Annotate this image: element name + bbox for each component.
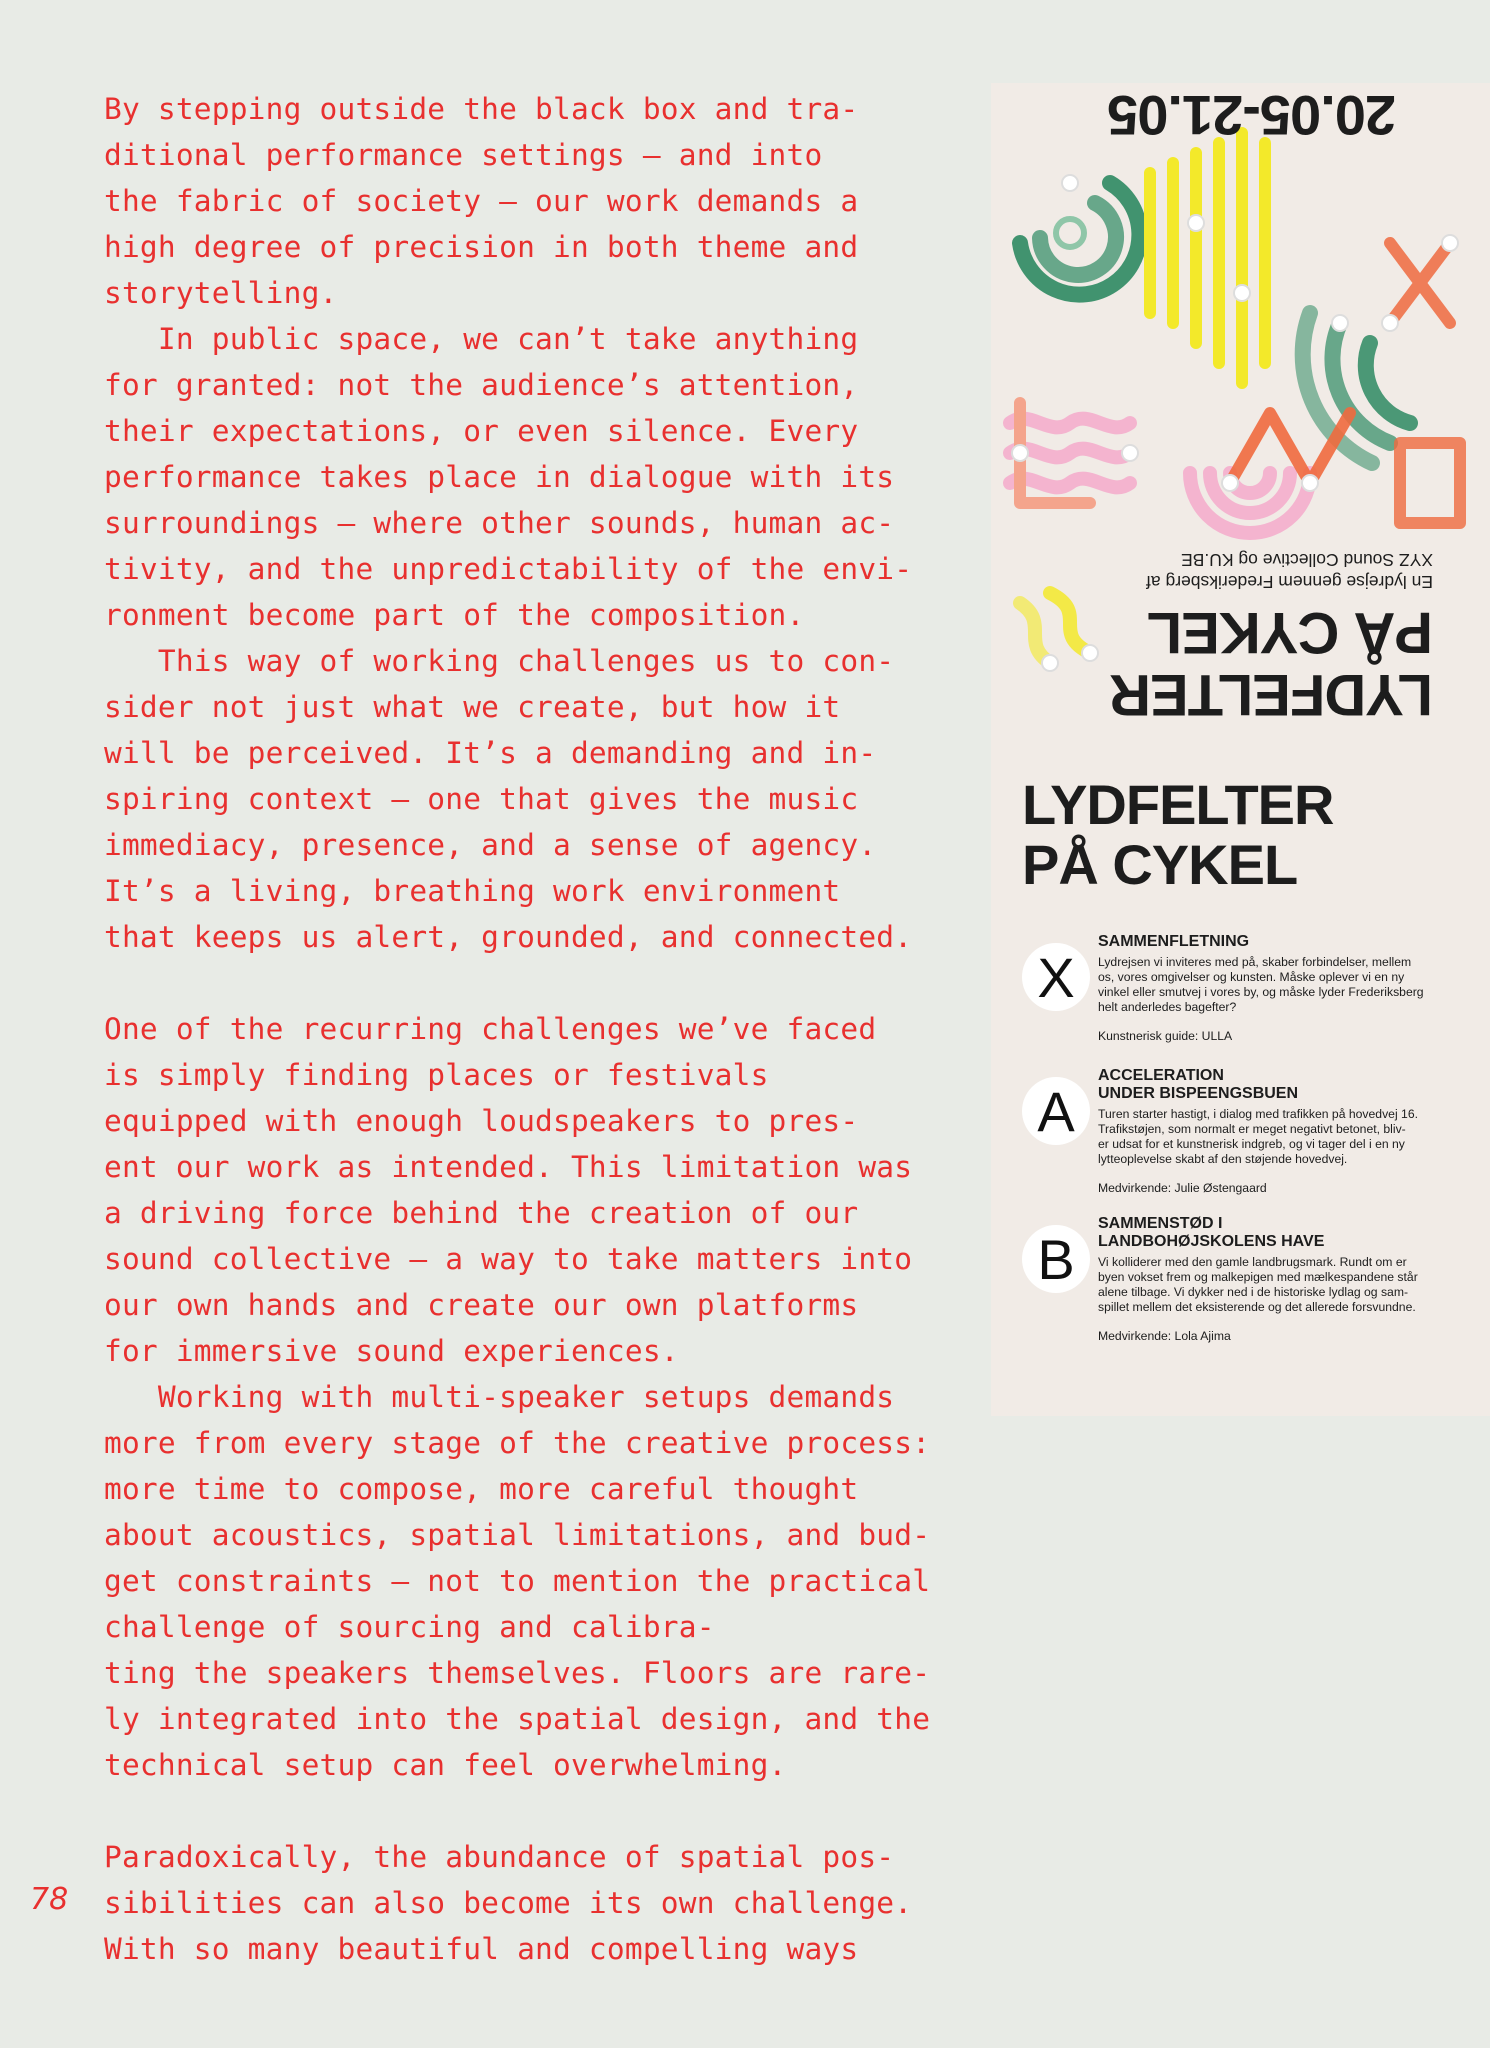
paragraph-line: their expectations, or even silence. Every <box>104 414 859 448</box>
paragraph-line: storytelling. <box>104 276 338 310</box>
entry-heading-line: ACCELERATION <box>1098 1067 1224 1084</box>
entry-credit: Medvirkende: Lola Ajima <box>1098 1329 1231 1343</box>
entry-text <box>1098 1107 1468 1167</box>
paragraph-line: sound collective – a way to take matters into <box>104 1242 913 1276</box>
paragraph-line: By stepping outside the black box and tra- <box>104 92 859 126</box>
paragraph-line: will be perceived. It’s a demanding and in- <box>104 736 877 770</box>
flyer-front-rotated <box>991 83 1490 743</box>
flyer-image <box>991 83 1490 1416</box>
flyer-front-subtitle <box>1146 549 1433 593</box>
flyer-front-title-line: LYDFELTER <box>1110 662 1433 727</box>
entry-heading-line: SAMMENSTØD I <box>1098 1215 1223 1232</box>
entry-text-line: er udsat for et kunstnerisk indgreb, og vi tager del i en ny <box>1098 1137 1405 1151</box>
paragraph-line: is simply finding places or festivals <box>104 1058 769 1092</box>
paragraph-line: more time to compose, more careful thought <box>104 1472 859 1506</box>
article-column <box>104 86 984 1972</box>
entry-text-line: Lydrejsen vi inviteres med på, skaber forbindelser, mellem <box>1098 955 1412 969</box>
entry-text-line: byen vokset frem og malkepigen med mælkespandene står <box>1098 1270 1418 1284</box>
entry-text-line: os, vores omgivelser og kunsten. Måske oplever vi en ny <box>1098 970 1405 984</box>
paragraph-line: sider not just what we create, but how it <box>104 690 841 724</box>
entry-heading-line: LANDBOHØJSKOLENS HAVE <box>1098 1233 1325 1250</box>
entry-text <box>1098 955 1468 1015</box>
entry-credit: Medvirkende: Julie Østengaard <box>1098 1181 1267 1195</box>
entry-text-line: spillet mellem det eksisterende og det allerede forsvundne. <box>1098 1300 1416 1314</box>
paragraph-line: for immersive sound experiences. <box>104 1334 679 1368</box>
paragraph-line: spiring context – one that gives the music <box>104 782 859 816</box>
paragraph-line: equipped with enough loudspeakers to pres- <box>104 1104 859 1138</box>
entry-heading <box>1098 933 1468 951</box>
entry-text-line: Trafikstøjen, som normalt er meget negativt betonet, bliv- <box>1098 1122 1406 1136</box>
paragraph-line: high degree of precision in both theme and <box>104 230 859 264</box>
flyer-title-line: LYDFELTER <box>1022 773 1334 836</box>
paragraph-line: ly integrated into the spatial design, and the <box>104 1702 931 1736</box>
paragraph-line: about acoustics, spatial limitations, and bud- <box>104 1518 931 1552</box>
paragraph-line: ent our work as intended. This limitation was <box>104 1150 913 1184</box>
paragraph-line: ronment become part of the composition. <box>104 598 805 632</box>
entry-body <box>1098 1067 1468 1196</box>
flyer-title-line: PÅ CYKEL <box>1022 833 1298 896</box>
paragraph-line: sibilities can also become its own challenge. <box>104 1886 913 1920</box>
yellow-bars <box>1150 133 1265 383</box>
flyer-title <box>1022 775 1333 895</box>
entry-text <box>1098 1255 1468 1315</box>
paragraph-line: performance takes place in dialogue with its <box>104 460 895 494</box>
paragraph-line: more from every stage of the creative process: <box>104 1426 931 1460</box>
flyer-front-date: 20.05-21.05 <box>1108 84 1396 147</box>
entry-text-line: Vi kolliderer med den gamle landbrugsmark. Rundt om er <box>1098 1255 1407 1269</box>
entry-text-line: helt anderledes bagefter? <box>1098 1000 1237 1014</box>
paragraph-line: ting the speakers themselves. Floors are rare- <box>104 1656 931 1690</box>
flyer-front-title <box>1110 601 1433 725</box>
flyer-front-subtitle-line: XYZ Sound Collective og KU.BE <box>1181 550 1433 570</box>
letter-badge-x: X <box>1022 943 1090 1011</box>
page-number: 78 <box>30 1882 69 1917</box>
entry-heading <box>1098 1215 1468 1251</box>
paragraph-line: for granted: not the audience’s attention, <box>104 368 859 402</box>
paragraph-line: With so many beautiful and compelling ways <box>104 1932 859 1966</box>
paragraph-line: our own hands and create our own platforms <box>104 1288 859 1322</box>
paragraph-line: surroundings – where other sounds, human ac- <box>104 506 895 540</box>
entry-text-line: vinkel eller smutvej i vores by, og måske lyder Frederiksberg <box>1098 985 1424 999</box>
paragraph-line: challenge of sourcing and calibra- <box>104 1610 715 1644</box>
paragraph-gap <box>104 960 984 1006</box>
entry-credit: Kunstnerisk guide: ULLA <box>1098 1029 1233 1043</box>
entry-heading-line: SAMMENFLETNING <box>1098 933 1250 950</box>
entry-body <box>1098 1215 1468 1344</box>
entry-text-line: alene tilbage. Vi dykker ned i de historiske lydlag og sam- <box>1098 1285 1409 1299</box>
paragraph-line: One of the recurring challenges we’ve faced <box>104 1012 877 1046</box>
paragraph-line: get constraints – not to mention the practical <box>104 1564 931 1598</box>
paragraph-line: ditional performance settings – and into <box>104 138 823 172</box>
entry-body <box>1098 933 1468 1044</box>
paragraph-line: tivity, and the unpredictability of the envi- <box>104 552 913 586</box>
paragraph-line: a driving force behind the creation of our <box>104 1196 859 1230</box>
letter-badge-b: B <box>1022 1225 1090 1293</box>
paragraph-line: that keeps us alert, grounded, and connected. <box>104 920 913 954</box>
paragraph-line: This way of working challenges us to con- <box>104 644 895 678</box>
entry-text-line: lytteoplevelse skabt af den støjende hovedvej. <box>1098 1152 1348 1166</box>
entry-heading-line: UNDER BISPEENGSBUEN <box>1098 1085 1299 1102</box>
paragraph-line: technical setup can feel overwhelming. <box>104 1748 787 1782</box>
flyer-front-title-line: PÅ CYKEL <box>1147 600 1433 665</box>
paragraph-line: Paradoxically, the abundance of spatial pos- <box>104 1840 895 1874</box>
letter-badge-a: A <box>1022 1077 1090 1145</box>
paragraph-gap <box>104 1788 984 1834</box>
entry-heading <box>1098 1067 1468 1103</box>
paragraph-line: Working with multi-speaker setups demands <box>104 1380 895 1414</box>
pink-waves <box>1010 419 1310 533</box>
paragraph-line: immediacy, presence, and a sense of agency. <box>104 828 877 862</box>
yellow-waves <box>1020 593 1090 663</box>
entry-text-line: Turen starter hastigt, i dialog med trafikken på hovedvej 16. <box>1098 1107 1418 1121</box>
paragraph-line: It’s a living, breathing work environment <box>104 874 841 908</box>
flyer-front-subtitle-line: En lydrejse gennem Frederiksberg af <box>1146 572 1433 592</box>
paragraph-line: the fabric of society – our work demands a <box>104 184 859 218</box>
paragraph-line: In public space, we can’t take anything <box>104 322 859 356</box>
